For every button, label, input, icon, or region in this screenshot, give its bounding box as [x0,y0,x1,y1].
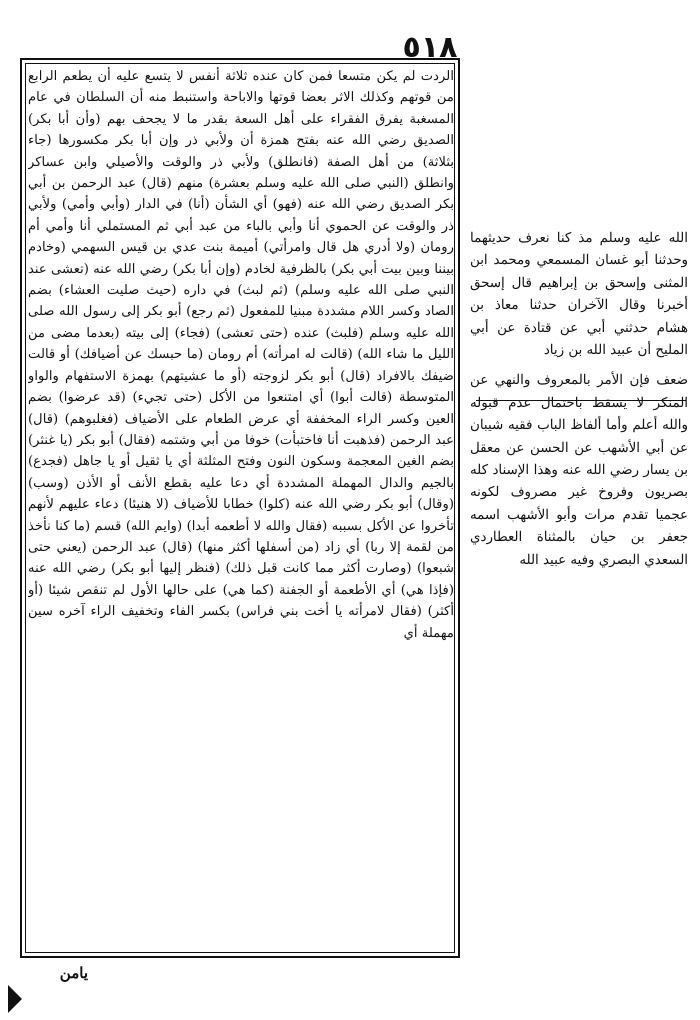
page-corner-arrow-icon [8,985,22,1013]
margin-spacer [470,362,688,370]
main-text-body [28,66,454,950]
page-number: ٥١٨ [402,30,458,65]
catchword: يامن [59,964,88,982]
margin-paragraph-1: الله عليه وسلم مذ كنا نعرف حديثهما وحدثنا أبو غسان المسمعي ومحمد ابن المثنى وإسحق بن إبراهيم قال إسحق أخبرنا وقال الآخران حدثنا معاذ بن هشام حدثني أبي عن قتادة عن أبي المليح أن عبيد الله بن زياد [470,231,688,359]
margin-paragraph-2: ضعف فإن الأمر بالمعروف والنهي عن المنكر لا يسقط باحتمال عدم قبوله والله أعلم وأما ألفاظ الباب فقيه شيبان عن أبي الأشهب عن الحسن عن معقل بن يسار رضي الله عنه وهذا الإسناد كله بصريون وفروخ غير مصروف لكونه عجميا تقدم مرات وأبو الأشهب اسمه جعفر بن حيان بالمثناة العطاردي السعدي البصري وفيه عبيد الله [470,373,688,568]
margin-divider [476,400,686,401]
main-text-paragraph: الردت لم يكن متسعا فمن كان عنده ثلاثة أنفس لا يتسع عليه أن يطعم الرابع من قوتهم وكذلك الاثر بعضا قوتها والاباحة واستنبط منه أن السلطان في عام المسغبة يفرق الفقراء على أهل السعة بقدر ما لا يجحف بهم (وأن أبا بكر) الصديق رضي الله عنه بفتح همزة أن ولأبي ذر وإن أبا بكر مكسورها (جاء بثلاثة) من أهل الصفة (فانطلق) ولأبي ذر والوقت والأصيلي وابن عساكر وانطلق (النبي صلى الله عليه وسلم بعشرة) منهم (قال) عبد الرحمن بن أبي بكر الصديق رضي الله عنه (فهو) أي الشأن (أنا) في الدار (وأبي وأمي) ولأبي ذر والوقت عن الحموي أنا وأبي بالباء من عبد أبي ثم المستملي أنا وأمي أم رومان (ولا أدري هل قال وامرأتي) أميمة بنت عدي بن قيس السهمي (وخادم بيننا وبين بيت أبي بكر) بالظرفية لخادم (وإن أبا بكر) رضي الله عنه (تعشى عند النبي صلى الله عليه وسلم) (ثم لبث) في داره (حيث صليت العشاء) بضم الصاد وكسر اللام مشددة مبنيا للمفعول (ثم رجع) أبو بكر إلى رسول الله صلى الله عليه وسلم (فلبث) عنده (حتى تعشى) (فجاء) إلى بيته (بعدما مضى من الليل ما شاء الله) (قالت له امرأته) أم رومان (ما حبسك عن أضيافك) أو قالت ضيفك بالافراد (قال) أبو بكر لزوجته (أو ما عشيتهم) بهمزة الاستفهام والواو المتوسطة (قالت أبوا) أي امتنعوا من الأكل (حتى تجيء) (قد عرضوا) بضم العين وكسر الراء المخففة أي عرض الطعام على الأضياف (فغلبوهم) (قال) عبد الرحمن (فذهبت أنا فاختبأت) خوفا من أبي وشتمه (فقال) أبو بكر (يا غنثر) بضم الغين المعجمة وسكون النون وفتح المثلثة أي يا ثقيل أو يا جاهل (فجدع) بالجيم والدال المهملة المشددة أي دعا عليه بقطع الأنف أو الأذن (وسب) (وقال) أبو بكر رضي الله عنه (كلوا) خطابا للأضياف (لا هنيئا) دعاء عليهم لأنهم تأخروا عن الأكل بسببه (فقال والله لا أطعمه أبدا) (وايم الله) قسم (ما كنا نأخذ من لقمة إلا ربا) أي زاد (من أسفلها أكثر منها) (قال) عبد الرحمن (يعني حتى شبعوا) (وصارت أكثر مما كانت قبل ذلك) (فنظر إليها أبو بكر) رضي الله عنه (فإذا هي) أي الأطعمة أو الجفنة (كما هي) على حالها الأول لم تنقص شيئا (أو أكثر) (فقال لامرأته يا أخت بني فراس) بكسر الفاء وتخفيف الراء آخره سين مهملة أي [28,69,454,641]
